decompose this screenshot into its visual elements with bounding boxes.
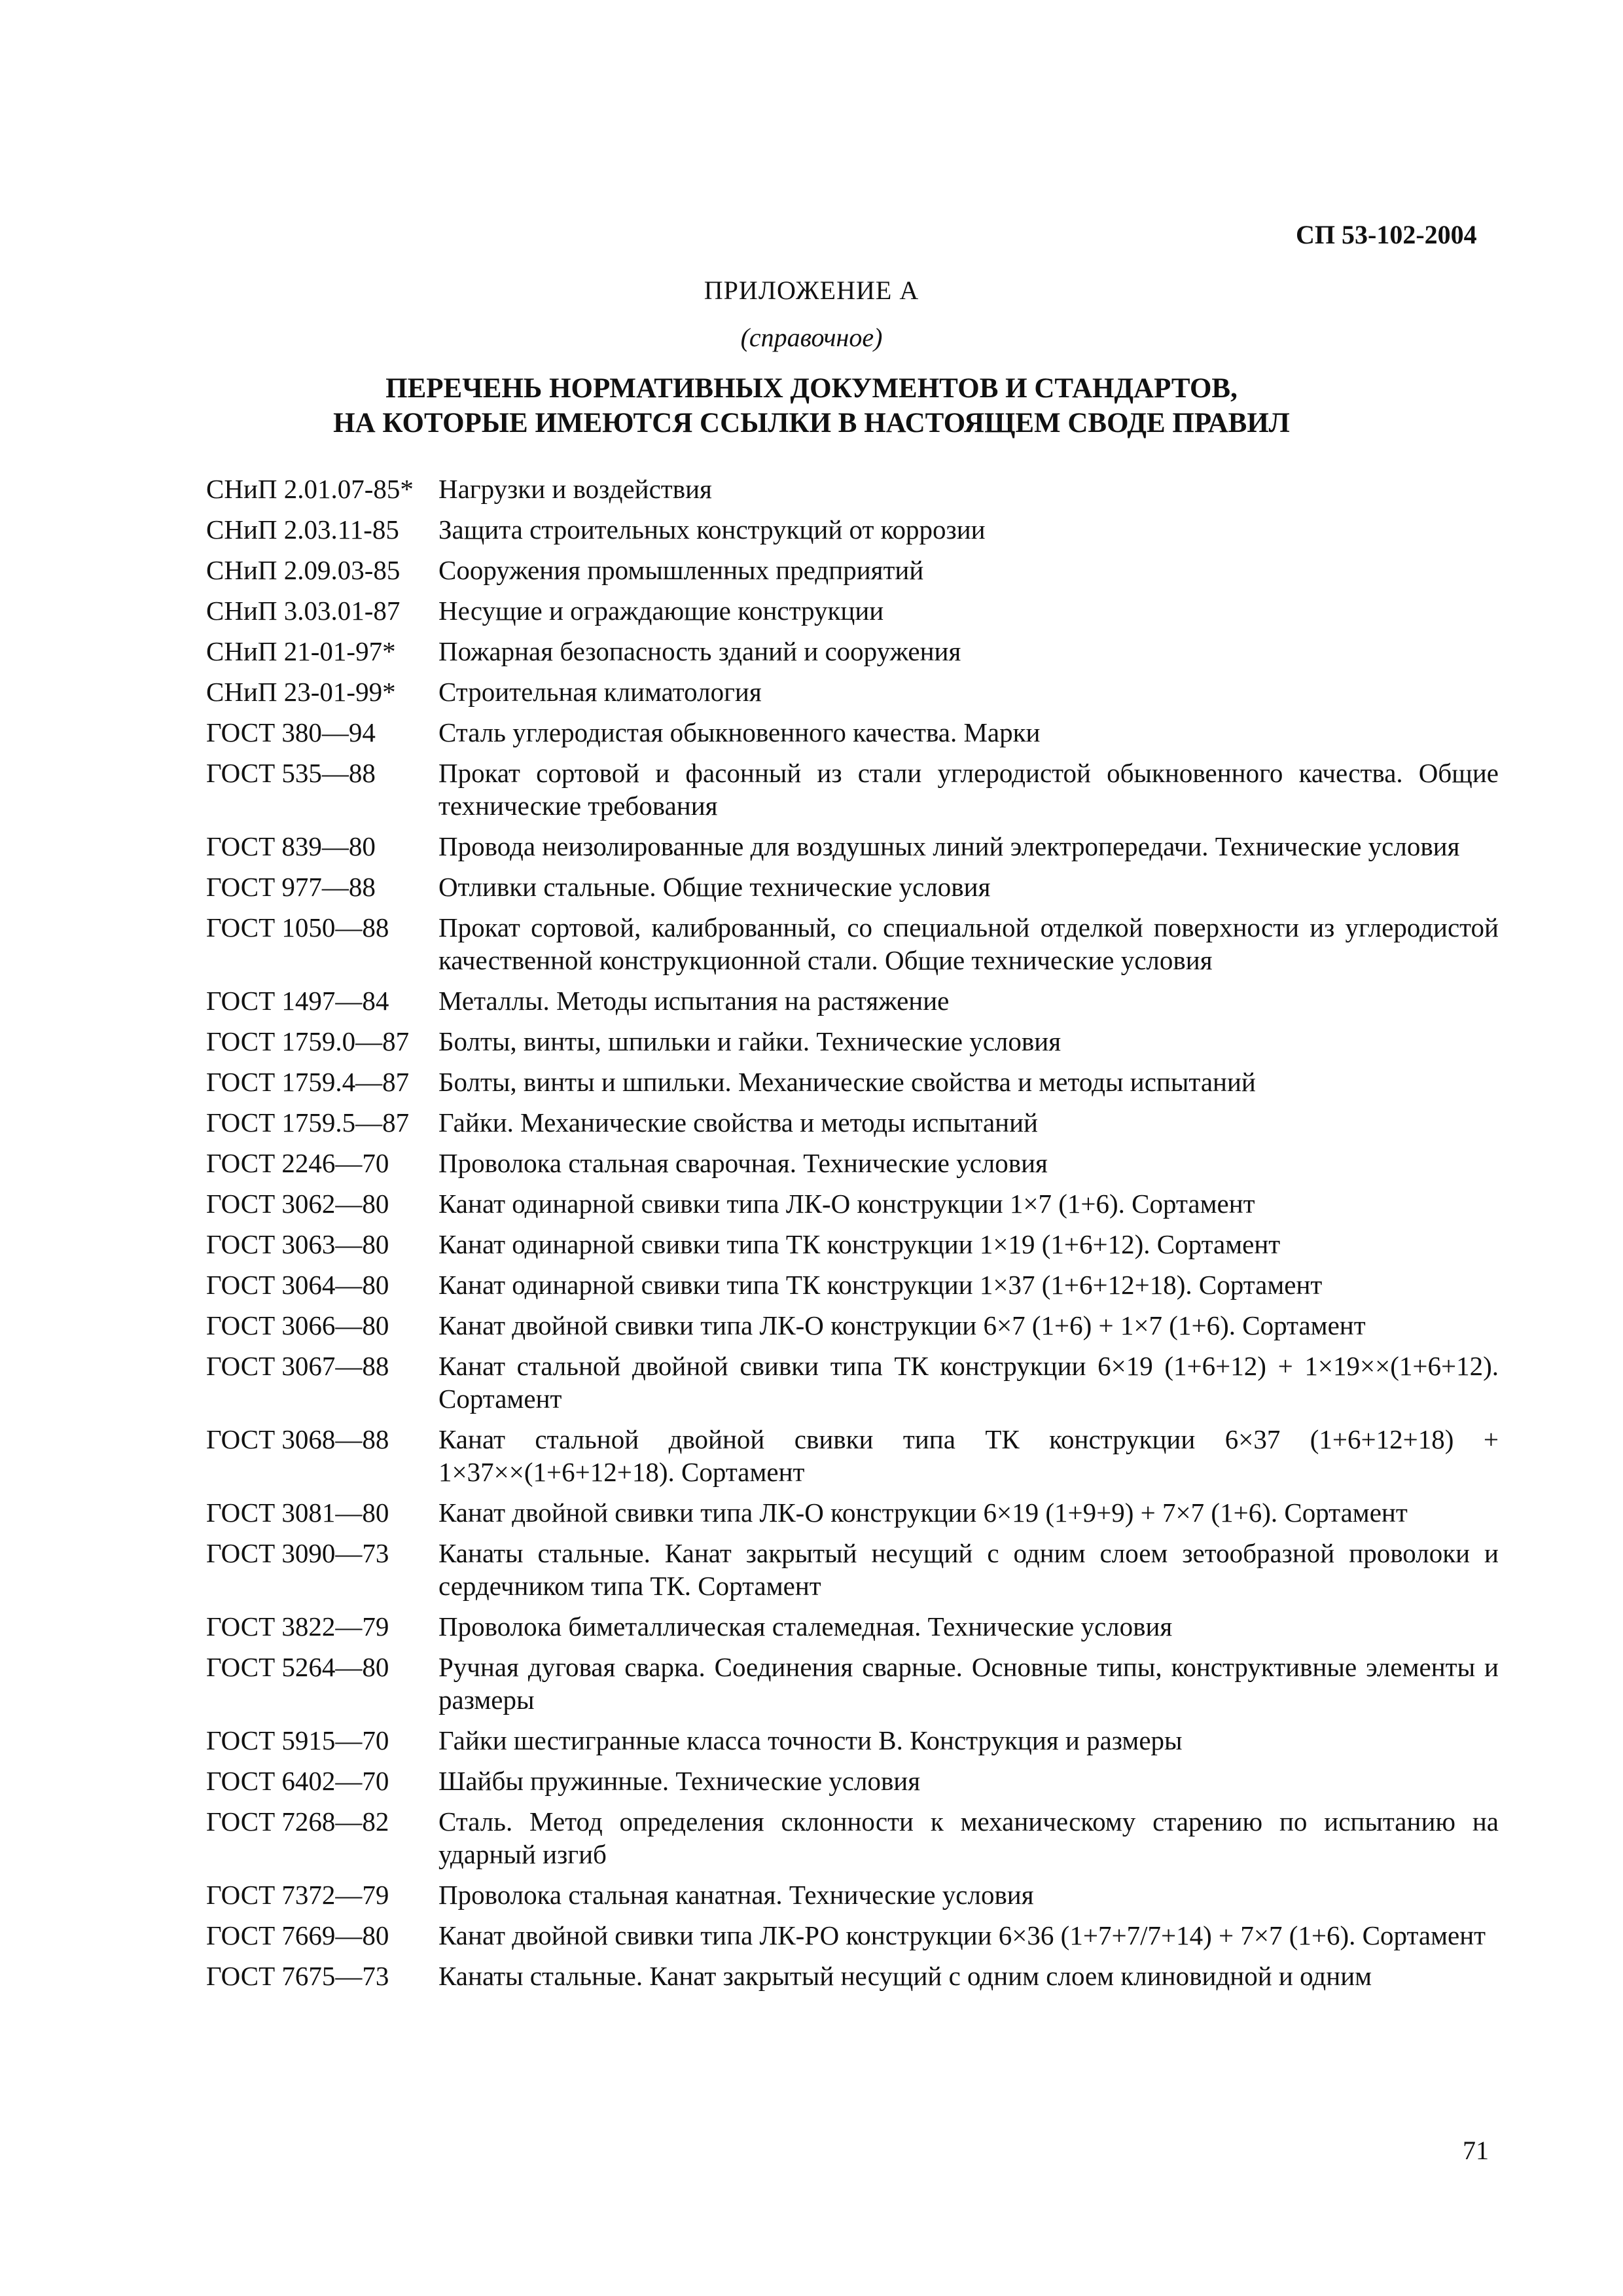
reference-row: [206, 1765, 1499, 1797]
reference-code: ГОСТ 3068—88: [206, 1424, 389, 1454]
reference-row: [206, 1228, 1499, 1261]
reference-title: Прокат сортовой и фасонный из стали углеродистой обыкновенного качества. Общие технические требования: [438, 758, 1499, 821]
reference-code: ГОСТ 1759.4—87: [206, 1067, 410, 1097]
reference-code: СНиП 2.09.03-85: [206, 555, 401, 585]
reference-code: СНиП 21-01-97*: [206, 636, 396, 666]
reference-title: Защита строительных конструкций от коррозии: [438, 514, 986, 545]
reference-row: [206, 830, 1499, 863]
reference-title: Канат стальной двойной свивки типа ТК конструкции 6×19 (1+6+12) + 1×19××(1+6+12). Сортамент: [438, 1351, 1499, 1414]
reference-code: ГОСТ 3090—73: [206, 1538, 389, 1568]
reference-code: ГОСТ 977—88: [206, 872, 376, 902]
reference-row: [206, 1724, 1499, 1757]
reference-code: ГОСТ 1050—88: [206, 912, 389, 942]
reference-title: Канат двойной свивки типа ЛК-О конструкции 6×19 (1+9+9) + 7×7 (1+6). Сортамент: [438, 1498, 1408, 1528]
reference-row: [206, 635, 1499, 668]
reference-row: [206, 675, 1499, 708]
reference-row: [206, 757, 1499, 822]
reference-code: СНиП 23-01-99*: [206, 677, 396, 707]
reference-title: Несущие и ограждающие конструкции: [438, 596, 884, 626]
reference-row: [206, 513, 1499, 546]
reference-title: Проволока биметаллическая сталемедная. Технические условия: [438, 1611, 1173, 1641]
appendix-note: (справочное): [740, 323, 883, 352]
reference-code: ГОСТ 535—88: [206, 758, 376, 788]
reference-code: ГОСТ 6402—70: [206, 1766, 389, 1796]
reference-code: ГОСТ 3822—79: [206, 1611, 389, 1641]
reference-title: Ручная дуговая сварка. Соединения сварные. Основные типы, конструктивные элементы и размеры: [438, 1652, 1499, 1715]
reference-title: Болты, винты и шпильки. Механические свойства и методы испытаний: [438, 1067, 1256, 1097]
reference-row: [206, 1066, 1499, 1098]
reference-title: Гайки шестигранные класса точности В. Конструкция и размеры: [438, 1725, 1183, 1755]
reference-title: Нагрузки и воздействия: [438, 474, 712, 504]
reference-row: [206, 1496, 1499, 1529]
reference-code: ГОСТ 1497—84: [206, 986, 389, 1016]
reference-row: [206, 1350, 1499, 1415]
reference-code: ГОСТ 7372—79: [206, 1880, 389, 1910]
reference-row: [206, 1147, 1499, 1179]
reference-code: ГОСТ 1759.0—87: [206, 1026, 410, 1056]
appendix-title: ПРИЛОЖЕНИЕ А: [704, 276, 919, 305]
reference-code: СНиП 2.01.07-85*: [206, 474, 414, 504]
reference-title: Канат стальной двойной свивки типа ТК конструкции 6×37 (1+6+12+18) + 1×37××(1+6+12+18). Сортамент: [438, 1424, 1499, 1487]
reference-row: [206, 1268, 1499, 1301]
reference-row: [206, 594, 1499, 627]
reference-row: [206, 870, 1499, 903]
reference-code: ГОСТ 839—80: [206, 831, 376, 861]
reference-code: ГОСТ 3063—80: [206, 1229, 389, 1259]
reference-row: [206, 554, 1499, 586]
reference-code: ГОСТ 380—94: [206, 717, 376, 747]
reference-code: ГОСТ 3067—88: [206, 1351, 389, 1381]
document-code: СП 53-102-2004: [1296, 220, 1477, 249]
reference-title: Прокат сортовой, калиброванный, со специальной отделкой поверхности из углеродистой качественной конструкционной стали. Общие технические условия: [438, 912, 1499, 975]
reference-row: [206, 1537, 1499, 1602]
reference-title: Пожарная безопасность зданий и сооружения: [438, 636, 961, 666]
reference-title: Проволока стальная сварочная. Технические условия: [438, 1148, 1048, 1178]
references-heading: [0, 371, 1623, 440]
reference-title: Провода неизолированные для воздушных линий электропередачи. Технические условия: [438, 831, 1460, 861]
reference-code: ГОСТ 3066—80: [206, 1310, 389, 1340]
reference-row: [206, 716, 1499, 749]
reference-title: Шайбы пружинные. Технические условия: [438, 1766, 921, 1796]
reference-code: ГОСТ 7669—80: [206, 1920, 389, 1950]
reference-row: [206, 1106, 1499, 1139]
reference-title: Канат одинарной свивки типа ТК конструкции 1×37 (1+6+12+18). Сортамент: [438, 1270, 1323, 1300]
reference-title: Металлы. Методы испытания на растяжение: [438, 986, 950, 1016]
reference-code: ГОСТ 7268—82: [206, 1806, 389, 1837]
reference-code: ГОСТ 3062—80: [206, 1189, 389, 1219]
reference-row: [206, 984, 1499, 1017]
reference-code: ГОСТ 3064—80: [206, 1270, 389, 1300]
reference-title: Проволока стальная канатная. Технические условия: [438, 1880, 1034, 1910]
reference-row: [206, 1187, 1499, 1220]
reference-row: [206, 1960, 1499, 1992]
reference-code: ГОСТ 5264—80: [206, 1652, 389, 1682]
reference-row: [206, 911, 1499, 977]
reference-title: Гайки. Механические свойства и методы испытаний: [438, 1107, 1038, 1138]
reference-row: [206, 1610, 1499, 1643]
reference-title: Сталь. Метод определения склонности к механическому старению по испытанию на ударный изгиб: [438, 1806, 1499, 1869]
reference-code: СНиП 2.03.11-85: [206, 514, 399, 545]
reference-title: Канат одинарной свивки типа ТК конструкции 1×19 (1+6+12). Сортамент: [438, 1229, 1281, 1259]
reference-code: ГОСТ 7675—73: [206, 1961, 389, 1991]
reference-code: ГОСТ 1759.5—87: [206, 1107, 410, 1138]
reference-code: ГОСТ 3081—80: [206, 1498, 389, 1528]
references-list: [206, 473, 1499, 2000]
page-number: 71: [1463, 2136, 1489, 2165]
reference-title: Отливки стальные. Общие технические условия: [438, 872, 991, 902]
reference-row: [206, 1309, 1499, 1342]
reference-row: [206, 1878, 1499, 1911]
reference-title: Канаты стальные. Канат закрытый несущий с одним слоем клиновидной и одним: [438, 1961, 1372, 1991]
reference-title: Канат двойной свивки типа ЛК-О конструкции 6×7 (1+6) + 1×7 (1+6). Сортамент: [438, 1310, 1366, 1340]
reference-code: ГОСТ 5915—70: [206, 1725, 389, 1755]
reference-row: [206, 1025, 1499, 1058]
reference-title: Строительная климатология: [438, 677, 762, 707]
reference-title: Сталь углеродистая обыкновенного качества. Марки: [438, 717, 1041, 747]
references-heading-line-1: ПЕРЕЧЕНЬ НОРМАТИВНЫХ ДОКУМЕНТОВ И СТАНДАРТОВ,: [385, 373, 1238, 404]
reference-title: Сооружения промышленных предприятий: [438, 555, 924, 585]
reference-row: [206, 1651, 1499, 1716]
reference-row: [206, 473, 1499, 505]
reference-title: Канат двойной свивки типа ЛК-РО конструкции 6×36 (1+7+7/7+14) + 7×7 (1+6). Сортамент: [438, 1920, 1486, 1950]
reference-row: [206, 1919, 1499, 1952]
reference-title: Канаты стальные. Канат закрытый несущий с одним слоем зетообразной проволоки и сердечником типа ТК. Сортамент: [438, 1538, 1499, 1601]
reference-code: ГОСТ 2246—70: [206, 1148, 389, 1178]
reference-title: Канат одинарной свивки типа ЛК-О конструкции 1×7 (1+6). Сортамент: [438, 1189, 1255, 1219]
reference-row: [206, 1805, 1499, 1871]
reference-row: [206, 1423, 1499, 1488]
reference-title: Болты, винты, шпильки и гайки. Технические условия: [438, 1026, 1061, 1056]
reference-code: СНиП 3.03.01-87: [206, 596, 401, 626]
references-heading-line-2: НА КОТОРЫЕ ИМЕЮТСЯ ССЫЛКИ В НАСТОЯЩЕМ СВОДЕ ПРАВИЛ: [333, 408, 1290, 439]
